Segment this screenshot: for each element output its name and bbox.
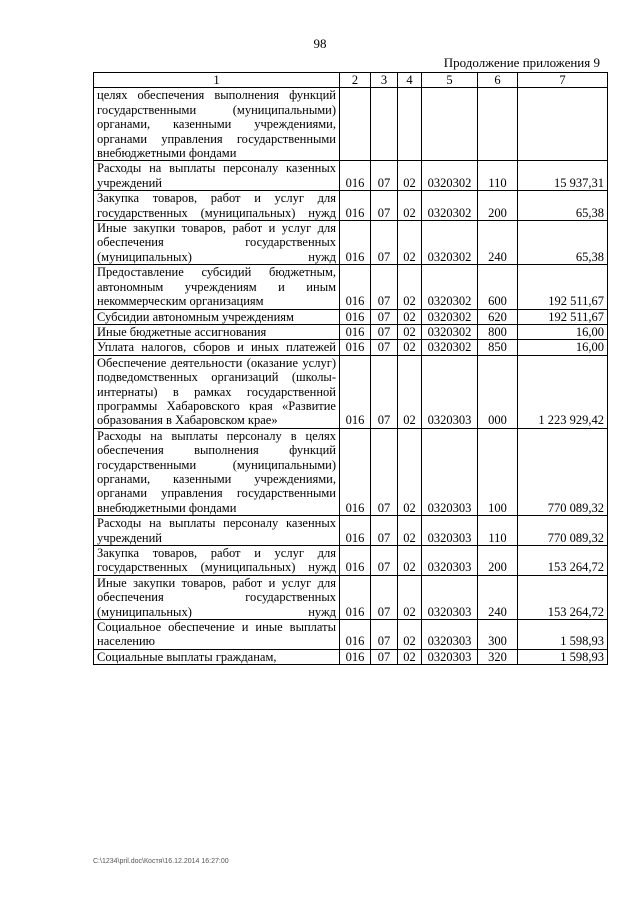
table-row bbox=[94, 620, 608, 650]
code-cell-c2: 016 bbox=[340, 546, 371, 576]
table-row bbox=[94, 324, 608, 339]
table-row bbox=[94, 575, 608, 619]
code-cell-c2: 016 bbox=[340, 428, 371, 515]
continuation-label: Продолжение приложения 9 bbox=[443, 55, 600, 70]
code-cell-c4: 02 bbox=[398, 191, 422, 221]
amount-cell: 192 511,67 bbox=[518, 309, 608, 324]
row-name-cell: Закупка товаров, работ и услуг для государственных (муниципальных) нужд bbox=[94, 546, 340, 576]
code-cell-c4: 02 bbox=[398, 161, 422, 191]
table-row bbox=[94, 428, 608, 515]
code-cell-c5: 0320302 bbox=[422, 265, 478, 309]
amount-cell: 192 511,67 bbox=[518, 265, 608, 309]
code-cell-c3: 07 bbox=[371, 355, 398, 428]
table-row bbox=[94, 340, 608, 355]
code-cell-c4: 02 bbox=[398, 516, 422, 546]
code-cell-c2: 016 bbox=[340, 309, 371, 324]
code-cell-c6: 600 bbox=[478, 265, 518, 309]
code-cell-c3: 07 bbox=[371, 324, 398, 339]
code-cell-c6: 620 bbox=[478, 309, 518, 324]
amount-cell: 1 223 929,42 bbox=[518, 355, 608, 428]
budget-table bbox=[93, 72, 608, 665]
code-cell-c6: 850 bbox=[478, 340, 518, 355]
code-cell-c4: 02 bbox=[398, 649, 422, 664]
code-cell-c2: 016 bbox=[340, 516, 371, 546]
header-cell: 4 bbox=[398, 73, 422, 88]
amount-cell: 16,00 bbox=[518, 340, 608, 355]
row-name-cell: Социальные выплаты гражданам, bbox=[94, 649, 340, 664]
code-cell-c5: 0320302 bbox=[422, 221, 478, 265]
row-name-cell: Иные бюджетные ассигнования bbox=[94, 324, 340, 339]
code-cell-c3: 07 bbox=[371, 575, 398, 619]
code-cell-c5: 0320302 bbox=[422, 161, 478, 191]
code-cell-c3: 07 bbox=[371, 309, 398, 324]
code-cell-c4: 02 bbox=[398, 340, 422, 355]
code-cell-c3: 07 bbox=[371, 161, 398, 191]
row-name-cell: Иные закупки товаров, работ и услуг для обеспечения государственных (муниципальных) нужд bbox=[94, 575, 340, 619]
code-cell-c6 bbox=[478, 88, 518, 161]
row-name-cell: Субсидии автономным учреждениям bbox=[94, 309, 340, 324]
row-name-cell: Обеспечение деятельности (оказание услуг) подведомственных организаций (школы-интернаты) в рамках государственной программы Хабаровского края «Развитие образования в Хабаровском крае» bbox=[94, 355, 340, 428]
table-row bbox=[94, 88, 608, 161]
code-cell-c5: 0320302 bbox=[422, 309, 478, 324]
amount-cell bbox=[518, 88, 608, 161]
table-row bbox=[94, 191, 608, 221]
code-cell-c6: 300 bbox=[478, 620, 518, 650]
code-cell-c6: 800 bbox=[478, 324, 518, 339]
code-cell-c6: 110 bbox=[478, 161, 518, 191]
table-row bbox=[94, 265, 608, 309]
code-cell-c6: 240 bbox=[478, 221, 518, 265]
code-cell-c5: 0320303 bbox=[422, 516, 478, 546]
amount-cell: 153 264,72 bbox=[518, 575, 608, 619]
code-cell-c6: 000 bbox=[478, 355, 518, 428]
code-cell-c6: 110 bbox=[478, 516, 518, 546]
code-cell-c6: 200 bbox=[478, 191, 518, 221]
row-name-cell: Закупка товаров, работ и услуг для государственных (муниципальных) нужд bbox=[94, 191, 340, 221]
header-cell: 1 bbox=[94, 73, 340, 88]
header-cell: 6 bbox=[478, 73, 518, 88]
row-name-cell: Расходы на выплаты персоналу казенных учреждений bbox=[94, 516, 340, 546]
code-cell-c5: 0320302 bbox=[422, 324, 478, 339]
code-cell-c4: 02 bbox=[398, 324, 422, 339]
code-cell-c3: 07 bbox=[371, 428, 398, 515]
code-cell-c2: 016 bbox=[340, 340, 371, 355]
amount-cell: 770 089,32 bbox=[518, 516, 608, 546]
table-header-row bbox=[94, 73, 608, 88]
table-row bbox=[94, 649, 608, 664]
code-cell-c2: 016 bbox=[340, 221, 371, 265]
amount-cell: 16,00 bbox=[518, 324, 608, 339]
code-cell-c6: 100 bbox=[478, 428, 518, 515]
code-cell-c2: 016 bbox=[340, 620, 371, 650]
amount-cell: 65,38 bbox=[518, 221, 608, 265]
code-cell-c2: 016 bbox=[340, 575, 371, 619]
code-cell-c5: 0320303 bbox=[422, 428, 478, 515]
row-name-cell: Уплата налогов, сборов и иных платежей bbox=[94, 340, 340, 355]
code-cell-c2: 016 bbox=[340, 161, 371, 191]
code-cell-c4: 02 bbox=[398, 355, 422, 428]
code-cell-c5 bbox=[422, 88, 478, 161]
code-cell-c2: 016 bbox=[340, 265, 371, 309]
code-cell-c5: 0320303 bbox=[422, 546, 478, 576]
code-cell-c3: 07 bbox=[371, 221, 398, 265]
row-name-cell: Иные закупки товаров, работ и услуг для обеспечения государственных (муниципальных) нужд bbox=[94, 221, 340, 265]
code-cell-c5: 0320302 bbox=[422, 340, 478, 355]
amount-cell: 15 937,31 bbox=[518, 161, 608, 191]
table-row bbox=[94, 546, 608, 576]
code-cell-c5: 0320303 bbox=[422, 620, 478, 650]
page-number: 98 bbox=[313, 36, 327, 51]
table-row bbox=[94, 221, 608, 265]
code-cell-c5: 0320303 bbox=[422, 575, 478, 619]
code-cell-c3: 07 bbox=[371, 620, 398, 650]
code-cell-c3: 07 bbox=[371, 546, 398, 576]
header-cell: 5 bbox=[422, 73, 478, 88]
amount-cell: 65,38 bbox=[518, 191, 608, 221]
code-cell-c5: 0320302 bbox=[422, 191, 478, 221]
table-row bbox=[94, 309, 608, 324]
code-cell-c2 bbox=[340, 88, 371, 161]
code-cell-c4: 02 bbox=[398, 221, 422, 265]
header-cell: 3 bbox=[371, 73, 398, 88]
code-cell-c2: 016 bbox=[340, 649, 371, 664]
row-name-cell: Социальное обеспечение и иные выплаты населению bbox=[94, 620, 340, 650]
code-cell-c3: 07 bbox=[371, 649, 398, 664]
code-cell-c3: 07 bbox=[371, 340, 398, 355]
code-cell-c6: 200 bbox=[478, 546, 518, 576]
header-cell: 7 bbox=[518, 73, 608, 88]
table-row bbox=[94, 516, 608, 546]
code-cell-c4: 02 bbox=[398, 309, 422, 324]
code-cell-c2: 016 bbox=[340, 324, 371, 339]
row-name-cell: Расходы на выплаты персоналу в целях обеспечения выполнения функций государственными (муниципальными) органами, казенными учреждениями, органами управления государственными внебюджетными фондами bbox=[94, 428, 340, 515]
code-cell-c4 bbox=[398, 88, 422, 161]
code-cell-c3 bbox=[371, 88, 398, 161]
amount-cell: 1 598,93 bbox=[518, 649, 608, 664]
code-cell-c2: 016 bbox=[340, 191, 371, 221]
code-cell-c4: 02 bbox=[398, 428, 422, 515]
table-row bbox=[94, 161, 608, 191]
amount-cell: 153 264,72 bbox=[518, 546, 608, 576]
code-cell-c6: 320 bbox=[478, 649, 518, 664]
code-cell-c4: 02 bbox=[398, 620, 422, 650]
footer-file-path: C:\1234\pril.doc\Костя\16.12.2014 16:27:00 bbox=[93, 858, 229, 865]
row-name-cell: Предоставление субсидий бюджетным, автономным учреждениям и иным некоммерческим организациям bbox=[94, 265, 340, 309]
amount-cell: 1 598,93 bbox=[518, 620, 608, 650]
code-cell-c5: 0320303 bbox=[422, 355, 478, 428]
amount-cell: 770 089,32 bbox=[518, 428, 608, 515]
header-cell: 2 bbox=[340, 73, 371, 88]
code-cell-c4: 02 bbox=[398, 265, 422, 309]
code-cell-c3: 07 bbox=[371, 191, 398, 221]
code-cell-c4: 02 bbox=[398, 575, 422, 619]
row-name-cell: Расходы на выплаты персоналу казенных учреждений bbox=[94, 161, 340, 191]
code-cell-c6: 240 bbox=[478, 575, 518, 619]
code-cell-c5: 0320303 bbox=[422, 649, 478, 664]
code-cell-c3: 07 bbox=[371, 516, 398, 546]
code-cell-c4: 02 bbox=[398, 546, 422, 576]
code-cell-c2: 016 bbox=[340, 355, 371, 428]
code-cell-c3: 07 bbox=[371, 265, 398, 309]
table-row bbox=[94, 355, 608, 428]
row-name-cell: целях обеспечения выполнения функций государственными (муниципальными) органами, казенными учреждениями, органами управления государственными внебюджетными фондами bbox=[94, 88, 340, 161]
